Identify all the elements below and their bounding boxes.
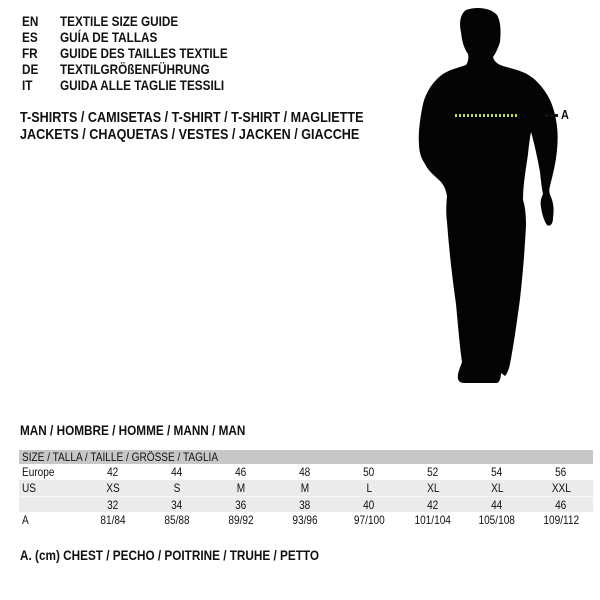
lang-code-fr: FR	[22, 45, 38, 61]
table-row-a-chest	[19, 512, 593, 528]
cell: 89/92	[228, 513, 254, 527]
cell: 38	[299, 497, 311, 512]
row-label-europe: Europe	[22, 465, 55, 479]
cell: 81/84	[100, 513, 126, 527]
section-title-man: MAN / HOMBRE / HOMME / MANN / MAN	[20, 422, 246, 438]
lang-label-it: GUIDA ALLE TAGLIE TESSILI	[60, 77, 225, 93]
category-line-tshirts: T-SHIRTS / CAMISETAS / T-SHIRT / T-SHIRT / MAGLIETTE	[20, 109, 364, 126]
cell: 97/100	[353, 513, 385, 527]
cell: 48	[299, 465, 311, 479]
cell: M	[236, 481, 246, 495]
cell: XS	[106, 481, 120, 495]
language-list	[22, 13, 260, 93]
cell: XL	[426, 481, 440, 495]
cell: XXL	[551, 481, 571, 495]
cell: 54	[491, 465, 503, 479]
category-line-jackets: JACKETS / CHAQUETAS / VESTES / JACKEN / GIACCHE	[20, 126, 360, 143]
lang-label-es: GUÍA DE TALLAS	[60, 29, 158, 45]
row-label-us: US	[22, 481, 37, 495]
cell: 32	[107, 497, 119, 512]
cell: L	[366, 481, 372, 495]
size-table	[19, 450, 593, 528]
cell: M	[300, 481, 310, 495]
cell: 42	[107, 465, 119, 479]
cell: 44	[491, 497, 503, 512]
man-silhouette-icon	[413, 4, 565, 388]
measure-label-a: A	[561, 107, 569, 122]
cell: S	[173, 481, 181, 495]
cell: 34	[171, 497, 183, 512]
cell: 40	[363, 497, 375, 512]
lang-code-en: EN	[22, 13, 39, 29]
cell: 46	[235, 465, 247, 479]
cell: 56	[555, 465, 567, 479]
chest-measure-dash-line	[455, 114, 517, 117]
lang-row-fr	[22, 45, 260, 61]
cell: XL	[490, 481, 504, 495]
table-row-europe	[19, 464, 593, 480]
lang-row-it	[22, 77, 260, 93]
cell: 101/104	[414, 513, 452, 527]
lang-row-es	[22, 29, 260, 45]
lang-code-it: IT	[22, 77, 33, 93]
lang-row-de	[22, 61, 260, 77]
chest-measure-leader-line	[545, 114, 560, 117]
cell: 46	[555, 497, 567, 512]
cell: 93/96	[292, 513, 318, 527]
lang-row-en	[22, 13, 260, 29]
table-row-uk	[19, 496, 593, 512]
cell: 36	[235, 497, 247, 512]
size-table-header: SIZE / TALLA / TAILLE / GRÖSSE / TAGLIA	[22, 450, 219, 464]
cell: 44	[171, 465, 183, 479]
cell: 52	[427, 465, 439, 479]
lang-code-es: ES	[22, 29, 38, 45]
lang-code-de: DE	[22, 61, 39, 77]
row-label-a: A	[22, 513, 29, 527]
lang-label-de: TEXTILGRÖßENFÜHRUNG	[60, 61, 210, 77]
cell: 42	[427, 497, 439, 512]
lang-label-fr: GUIDE DES TAILLES TEXTILE	[60, 45, 228, 61]
lang-label-en: TEXTILE SIZE GUIDE	[60, 13, 179, 29]
table-row-us	[19, 480, 593, 496]
cell: 105/108	[478, 513, 516, 527]
footnote-chest: A. (cm) CHEST / PECHO / POITRINE / TRUHE / PETTO	[20, 547, 320, 563]
cell: 109/112	[543, 513, 579, 527]
cell: 50	[363, 465, 375, 479]
cell: 85/88	[164, 513, 190, 527]
